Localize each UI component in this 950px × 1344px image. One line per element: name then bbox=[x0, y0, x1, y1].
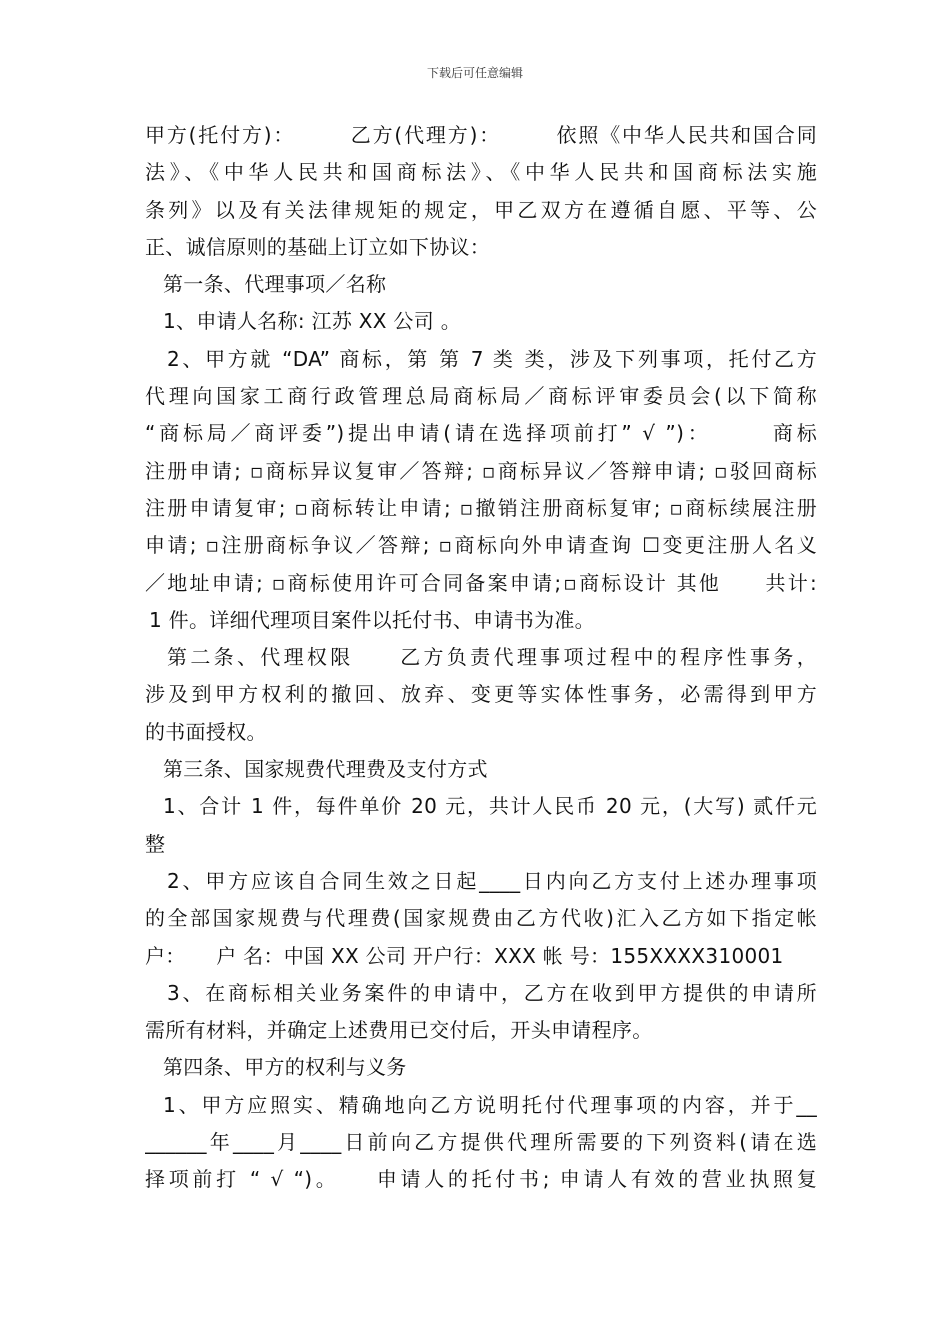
text-line: 1、甲方应照实、精确地向乙方说明托付代理事项的内容，并于__ bbox=[163, 1092, 817, 1117]
text-line: 法》、《中华人民共和国商标法》、《中华人民共和国商标法实施 bbox=[145, 160, 817, 185]
text-line: 注册申请; ▫商标异议复审／答辩; ▫商标异议／答辩申请; ▫驳回商标 bbox=[145, 458, 817, 483]
article-heading: 第四条、甲方的权利与义务 bbox=[163, 1055, 407, 1080]
article-heading: 第一条、代理事项／名称 bbox=[163, 272, 387, 297]
text-line: 择项前打 “ √ “)。 申请人的托付书; 申请人有效的营业执照复 bbox=[145, 1167, 817, 1192]
text-line: 整 bbox=[145, 831, 166, 856]
text-line: 涉及到甲方权利的撤回、放弃、变更等实体性事务，必需得到甲方 bbox=[145, 682, 817, 707]
text-line: 申请; ▫注册商标争议／答辩; ▫商标向外申请查询 ☐变更注册人名义 bbox=[145, 533, 817, 558]
text-line: 2、甲方应该自合同生效之日起____日内向乙方支付上述办理事项 bbox=[167, 868, 817, 893]
text-line: 1、合计 1 件，每件单价 20 元，共计人民币 20 元，(大写) 贰仟元 bbox=[163, 794, 817, 819]
text-line: 的书面授权。 bbox=[145, 719, 267, 744]
text-line: 1 件。详细代理项目案件以托付书、申请书为准。 bbox=[149, 607, 595, 632]
text-line: 甲方(托付方)： 乙方(代理方)： 依照《中华人民共和国合同 bbox=[145, 123, 817, 147]
text-line: 正、诚信原则的基础上订立如下协议： bbox=[145, 234, 491, 259]
article-heading: 第三条、国家规费代理费及支付方式 bbox=[163, 757, 488, 782]
text-line: 1、申请人名称: 江苏 XX 公司 。 bbox=[163, 309, 461, 334]
text-line: 需所有材料，并确定上述费用已交付后，开头申请程序。 bbox=[145, 1018, 653, 1043]
text-line: ______年____月____日前向乙方提供代理所需要的下列资料(请在选 bbox=[145, 1130, 817, 1155]
text-line: 代理向国家工商行政管理总局商标局／商标评审委员会(以下简称 bbox=[145, 384, 817, 409]
article-heading: 第二条、代理权限 乙方负责代理事项过程中的程序性事务， bbox=[167, 645, 817, 670]
document-body bbox=[145, 117, 817, 1199]
text-line: “商标局／商评委”)提出申请(请在选择项前打” √ ”)： 商标 bbox=[145, 421, 817, 446]
text-line: 注册申请复审; ▫商标转让申请; ▫撤销注册商标复审; ▫商标续展注册 bbox=[145, 495, 817, 520]
text-line: 条列》以及有关法律规矩的规定，甲乙双方在遵循自愿、平等、公 bbox=[145, 197, 817, 222]
page-header: 下载后可任意编辑 bbox=[426, 66, 523, 80]
text-line: 3、在商标相关业务案件的申请中，乙方在收到甲方提供的申请所 bbox=[167, 980, 817, 1005]
text-line: ／地址申请; ▫商标使用许可合同备案申请;▫商标设计 其他 共计: bbox=[145, 570, 817, 595]
text-line: 户： 户 名：中国 XX 公司 开户行：XXX 帐 号：155XXXX310001 bbox=[145, 943, 784, 968]
text-line: 的全部国家规费与代理费(国家规费由乙方代收)汇入乙方如下指定帐 bbox=[145, 906, 817, 931]
text-line: 2、甲方就 “DA” 商标，第 第 7 类 类，涉及下列事项，托付乙方 bbox=[167, 346, 817, 371]
